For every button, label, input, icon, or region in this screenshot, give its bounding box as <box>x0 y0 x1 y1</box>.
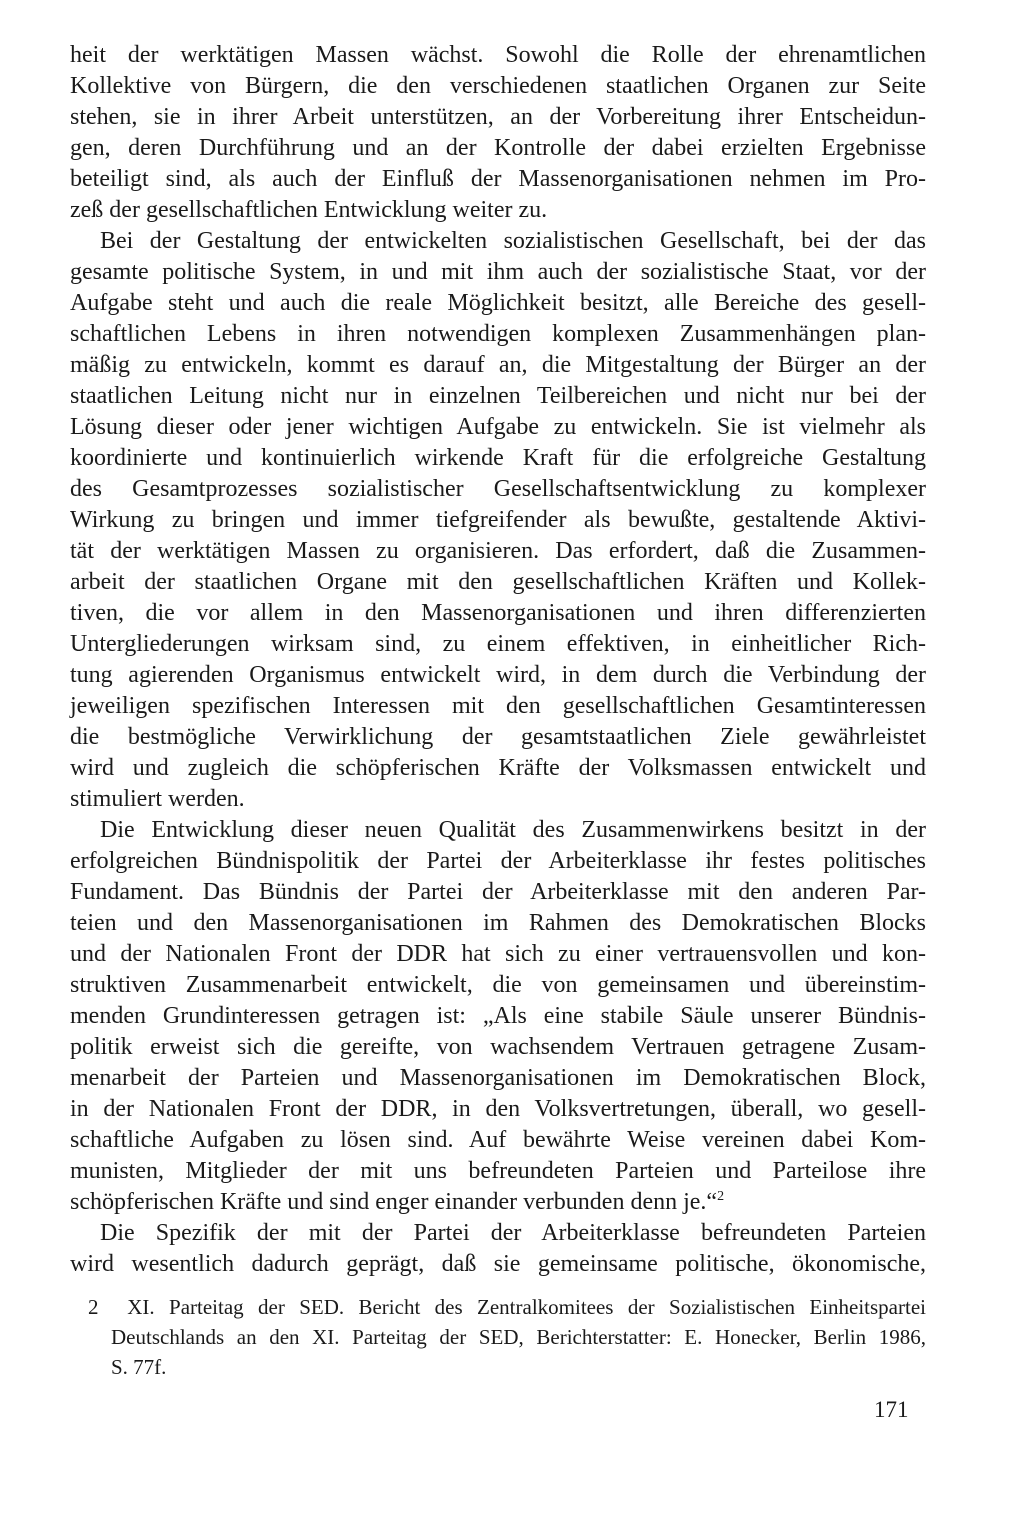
text-line: tiven, die vor allem in den Massenorganisationen und ihren differenzierten <box>70 600 926 626</box>
text-line <box>70 1187 926 1218</box>
text-line: des Gesamtprozesses sozialistischer Gesellschaftsentwicklung zu komplexer <box>70 476 926 502</box>
text-line: Bei der Gestaltung der entwickelten sozialistischen Gesellschaft, bei der das <box>100 228 926 254</box>
text-line: beteiligt sind, als auch der Einfluß der Massenorganisationen nehmen im Pro- <box>70 166 926 192</box>
text-line: zeß der gesellschaftlichen Entwicklung weiter zu. <box>70 197 548 223</box>
text-line: wird wesentlich dadurch geprägt, daß sie gemeinsame politische, ökonomische, <box>70 1251 926 1277</box>
text-line: jeweiligen spezifischen Interessen mit den gesellschaftlichen Gesamtinteressen <box>70 693 926 719</box>
text-line: gesamte politische System, in und mit ihm auch der sozialistische Staat, vor der <box>70 259 926 285</box>
text-line: und der Nationalen Front der DDR hat sich zu einer vertrauensvollen und kon- <box>70 941 926 967</box>
footnote-line: S. 77f. <box>111 1355 167 1379</box>
footnote-line: Deutschlands an den XI. Parteitag der SED, Berichterstatter: E. Honecker, Berlin 1986, <box>111 1325 926 1349</box>
text-line: Fundament. Das Bündnis der Partei der Arbeiterklasse mit den anderen Par- <box>70 879 926 905</box>
text-line: Wirkung zu bringen und immer tiefgreifender als bewußte, gestaltende Aktivi- <box>70 507 926 533</box>
text-line: tät der werktätigen Massen zu organisieren. Das erfordert, daß die Zusammen- <box>70 538 926 564</box>
footnote-line <box>88 1292 926 1322</box>
page-number: 171 <box>874 1397 909 1422</box>
text-line: wird und zugleich die schöpferischen Kräfte der Volksmassen entwickelt und <box>70 755 926 781</box>
text-line: die bestmögliche Verwirklichung der gesamtstaatlichen Ziele gewährleistet <box>70 724 926 750</box>
text-line: menden Grundinteressen getragen ist: „Als eine stabile Säule unserer Bündnis- <box>70 1003 926 1029</box>
footnote-number: 2 <box>88 1295 99 1319</box>
text-line: teien und den Massenorganisationen im Rahmen des Demokratischen Blocks <box>70 910 926 936</box>
paragraph-3 <box>70 815 926 1218</box>
text-line: Die Spezifik der mit der Partei der Arbeiterklasse befreundeten Parteien <box>100 1220 926 1246</box>
paragraph-4 <box>70 1218 926 1280</box>
text-line: koordinierte und kontinuierlich wirkende Kraft für die erfolgreiche Gestaltung <box>70 445 926 471</box>
text-line: heit der werktätigen Massen wächst. Sowohl die Rolle der ehrenamtlichen <box>70 42 926 68</box>
text-line: Aufgabe steht und auch die reale Möglichkeit besitzt, alle Bereiche des gesell- <box>70 290 926 316</box>
text-line: schaftlichen Lebens in ihren notwendigen komplexen Zusammenhängen plan- <box>70 321 926 347</box>
text-line: struktiven Zusammenarbeit entwickelt, die von gemeinsamen und übereinstim- <box>70 972 926 998</box>
text-line: Kollektive von Bürgern, die den verschiedenen staatlichen Organen zur Seite <box>70 73 926 99</box>
text-line: erfolgreichen Bündnispolitik der Partei der Arbeiterklasse ihr festes politisches <box>70 848 926 874</box>
text-line: Die Entwicklung dieser neuen Qualität des Zusammenwirkens besitzt in der <box>100 817 926 843</box>
paragraph-2 <box>70 226 926 815</box>
text-line: tung agierenden Organismus entwickelt wird, in dem durch die Verbindung der <box>70 662 926 688</box>
text-line: menarbeit der Parteien und Massenorganisationen im Demokratischen Block, <box>70 1065 926 1091</box>
text-line: arbeit der staatlichen Organe mit den gesellschaftlichen Kräften und Kollek- <box>70 569 926 595</box>
paragraph-1 <box>70 40 926 226</box>
body-text <box>70 40 926 1280</box>
text-line: Untergliederungen wirksam sind, zu einem effektiven, in einheitlicher Rich- <box>70 631 926 657</box>
text-line: in der Nationalen Front der DDR, in den Volksvertretungen, überall, wo gesell- <box>70 1096 926 1122</box>
text-line: gen, deren Durchführung und an der Kontrolle der dabei erzielten Ergebnisse <box>70 135 926 161</box>
text-line: politik erweist sich die gereifte, von wachsendem Vertrauen getragene Zusam- <box>70 1034 926 1060</box>
footnote <box>88 1292 926 1382</box>
text-line: mäßig zu entwickeln, kommt es darauf an, die Mitgestaltung der Bürger an der <box>70 352 926 378</box>
footnote-reference[interactable]: 2 <box>717 1189 725 1204</box>
text-line: stimuliert werden. <box>70 786 245 812</box>
text-line: schaftliche Aufgaben zu lösen sind. Auf bewährte Weise vereinen dabei Kom- <box>70 1127 926 1153</box>
text-line: stehen, sie in ihrer Arbeit unterstützen, an der Vorbereitung ihrer Entscheidun- <box>70 104 926 130</box>
footnote-text: XI. Parteitag der SED. Bericht des Zentralkomitees der Sozialistischen Einheitspartei <box>127 1295 926 1319</box>
text-line-content: schöpferischen Kräfte und sind enger einander verbunden denn je.“ <box>70 1189 718 1215</box>
text-line: munisten, Mitglieder der mit uns befreundeten Parteien und Parteilose ihre <box>70 1158 926 1184</box>
text-line: Lösung dieser oder jener wichtigen Aufgabe zu entwickeln. Sie ist vielmehr als <box>70 414 926 440</box>
text-line: staatlichen Leitung nicht nur in einzelnen Teilbereichen und nicht nur bei der <box>70 383 926 409</box>
